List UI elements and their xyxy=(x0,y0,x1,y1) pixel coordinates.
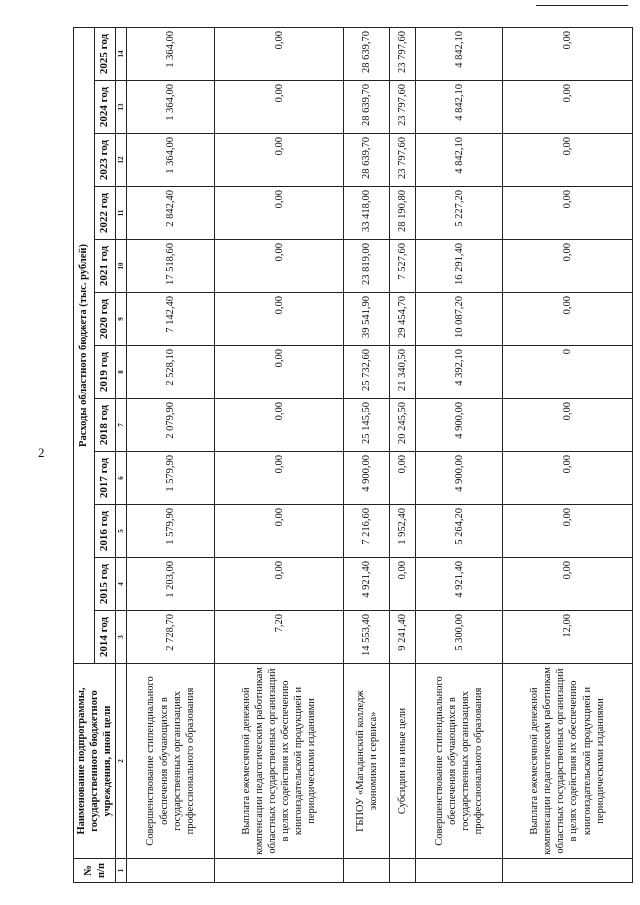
row-name: ГБПОУ «Магаданский колледж экономики и сервиса» xyxy=(344,664,390,859)
row-value: 7 142,40 xyxy=(127,293,215,346)
row-value: 2 842,40 xyxy=(127,187,215,240)
row-value: 4 900,00 xyxy=(415,452,503,505)
row-value: 0,00 xyxy=(215,505,344,558)
row-value: 5 264,20 xyxy=(415,505,503,558)
row-value: 0,00 xyxy=(215,27,344,80)
row-value: 0,00 xyxy=(390,558,415,611)
table-row xyxy=(127,27,215,882)
row-value: 1 952,40 xyxy=(390,505,415,558)
row-value: 0,00 xyxy=(503,558,632,611)
row-value: 2 728,70 xyxy=(127,611,215,664)
header-year: 2021 год xyxy=(94,240,116,293)
column-index: 8 xyxy=(116,346,127,399)
header-no: № п/п xyxy=(74,859,116,883)
row-value: 0,00 xyxy=(503,27,632,80)
row-value: 28 639,70 xyxy=(344,27,390,80)
row-no-cell xyxy=(390,859,415,883)
header-expenses-group: Расходы областного бюджета (тыс. рублей) xyxy=(74,27,95,663)
row-value: 25 145,50 xyxy=(344,399,390,452)
row-value: 0,00 xyxy=(215,452,344,505)
row-value: 0,00 xyxy=(215,187,344,240)
row-value: 5 300,00 xyxy=(415,611,503,664)
header-row xyxy=(74,27,95,882)
table-row xyxy=(390,27,415,882)
row-value: 4 842,10 xyxy=(415,27,503,80)
row-value: 20 245,50 xyxy=(390,399,415,452)
row-value: 25 732,60 xyxy=(344,346,390,399)
table-row xyxy=(415,27,503,882)
row-no-cell xyxy=(415,859,503,883)
row-value: 28 190,80 xyxy=(390,187,415,240)
row-value: 12,00 xyxy=(503,611,632,664)
row-value: 4 900,00 xyxy=(415,399,503,452)
row-value: 1 364,00 xyxy=(127,81,215,134)
header-year: 2024 год xyxy=(94,81,116,134)
column-index: 7 xyxy=(116,399,127,452)
row-value: 7,20 xyxy=(215,611,344,664)
column-index: 13 xyxy=(116,81,127,134)
row-value: 1 364,00 xyxy=(127,134,215,187)
row-value: 2 528,10 xyxy=(127,346,215,399)
row-value: 0,00 xyxy=(503,505,632,558)
row-value: 23 797,60 xyxy=(390,27,415,80)
row-value: 0,00 xyxy=(503,187,632,240)
column-index: 12 xyxy=(116,134,127,187)
row-value: 17 518,60 xyxy=(127,240,215,293)
row-value: 0,00 xyxy=(215,399,344,452)
column-index: 6 xyxy=(116,452,127,505)
row-value: 0,00 xyxy=(503,240,632,293)
budget-table xyxy=(73,27,633,883)
header-year: 2014 год xyxy=(94,611,116,664)
rotated-document xyxy=(73,28,623,883)
row-value: 0,00 xyxy=(503,399,632,452)
row-value: 4 392,10 xyxy=(415,346,503,399)
row-value: 4 842,10 xyxy=(415,134,503,187)
row-value: 0,00 xyxy=(503,293,632,346)
table-row xyxy=(344,27,390,882)
row-value: 0,00 xyxy=(503,134,632,187)
column-index: 5 xyxy=(116,505,127,558)
column-index: 11 xyxy=(116,187,127,240)
header-year: 2023 год xyxy=(94,134,116,187)
row-value: 0,00 xyxy=(390,452,415,505)
row-value: 9 241,40 xyxy=(390,611,415,664)
column-index: 3 xyxy=(116,611,127,664)
row-name: Выплата ежемесячной денежной компенсации педагогическим работникам областных государственных организаций в целях содействия их обеспечению книгоиздательской продукцией и периодическими изданиями xyxy=(215,664,344,859)
row-value: 1 579,90 xyxy=(127,505,215,558)
row-value: 23 797,60 xyxy=(390,134,415,187)
row-value: 0,00 xyxy=(215,293,344,346)
row-value: 2 079,90 xyxy=(127,399,215,452)
row-value: 23 797,60 xyxy=(390,81,415,134)
row-value: 39 541,90 xyxy=(344,293,390,346)
row-value: 1 203,00 xyxy=(127,558,215,611)
column-index: 2 xyxy=(116,664,127,859)
row-value: 0,00 xyxy=(215,240,344,293)
column-index: 9 xyxy=(116,293,127,346)
header-name: Наименование подпрограммы, государственного бюджетного учреждения, иной цели xyxy=(74,664,116,859)
header-year: 2020 год xyxy=(94,293,116,346)
row-value: 0,00 xyxy=(215,81,344,134)
row-value: 1 364,00 xyxy=(127,27,215,80)
row-value: 0,00 xyxy=(215,134,344,187)
row-value: 4 921,40 xyxy=(415,558,503,611)
row-value: 4 900,00 xyxy=(344,452,390,505)
table-row xyxy=(503,27,632,882)
row-value: 5 227,20 xyxy=(415,187,503,240)
row-no-cell xyxy=(127,859,215,883)
header-year: 2025 год xyxy=(94,27,116,80)
column-index: 4 xyxy=(116,558,127,611)
row-value: 7 216,60 xyxy=(344,505,390,558)
page-number: 2 xyxy=(38,445,45,460)
row-value: 33 418,00 xyxy=(344,187,390,240)
row-no-cell xyxy=(215,859,344,883)
header-year: 2018 год xyxy=(94,399,116,452)
row-value: 1 579,90 xyxy=(127,452,215,505)
header-year: 2015 год xyxy=(94,558,116,611)
row-name: Субсидии на иные цели xyxy=(390,664,415,859)
row-value: 28 639,70 xyxy=(344,81,390,134)
table-row xyxy=(215,27,344,882)
row-name: Выплата ежемесячной денежной компенсации педагогическим работникам областных государственных организаций в целях содействия их обеспечению книгоиздательской продукцией и периодическими изданиями xyxy=(503,664,632,859)
row-value: 29 454,70 xyxy=(390,293,415,346)
row-value: 28 639,70 xyxy=(344,134,390,187)
column-index: 1 xyxy=(116,859,127,883)
row-value: 16 291,40 xyxy=(415,240,503,293)
row-value: 0,00 xyxy=(503,452,632,505)
row-value: 0 xyxy=(503,346,632,399)
column-index: 14 xyxy=(116,27,127,80)
row-value: 0,00 xyxy=(215,558,344,611)
row-value: 23 819,00 xyxy=(344,240,390,293)
row-no-cell xyxy=(344,859,390,883)
row-value: 21 340,50 xyxy=(390,346,415,399)
corner-line xyxy=(536,5,628,6)
row-name: Совершенствование стипендиального обеспечения обучающихся в государственных организациях профессионального образования xyxy=(415,664,503,859)
header-year: 2019 год xyxy=(94,346,116,399)
row-value: 4 921,40 xyxy=(344,558,390,611)
row-value: 14 553,40 xyxy=(344,611,390,664)
row-value: 10 087,20 xyxy=(415,293,503,346)
row-value: 4 842,10 xyxy=(415,81,503,134)
header-year: 2016 год xyxy=(94,505,116,558)
column-index: 10 xyxy=(116,240,127,293)
header-year: 2022 год xyxy=(94,187,116,240)
row-value: 0,00 xyxy=(215,346,344,399)
header-year: 2017 год xyxy=(94,452,116,505)
row-name: Совершенствование стипендиального обеспечения обучающихся в государственных организациях профессионального образования xyxy=(127,664,215,859)
row-value: 7 527,60 xyxy=(390,240,415,293)
row-value: 0,00 xyxy=(503,81,632,134)
row-no-cell xyxy=(503,859,632,883)
column-index-row xyxy=(116,27,127,882)
